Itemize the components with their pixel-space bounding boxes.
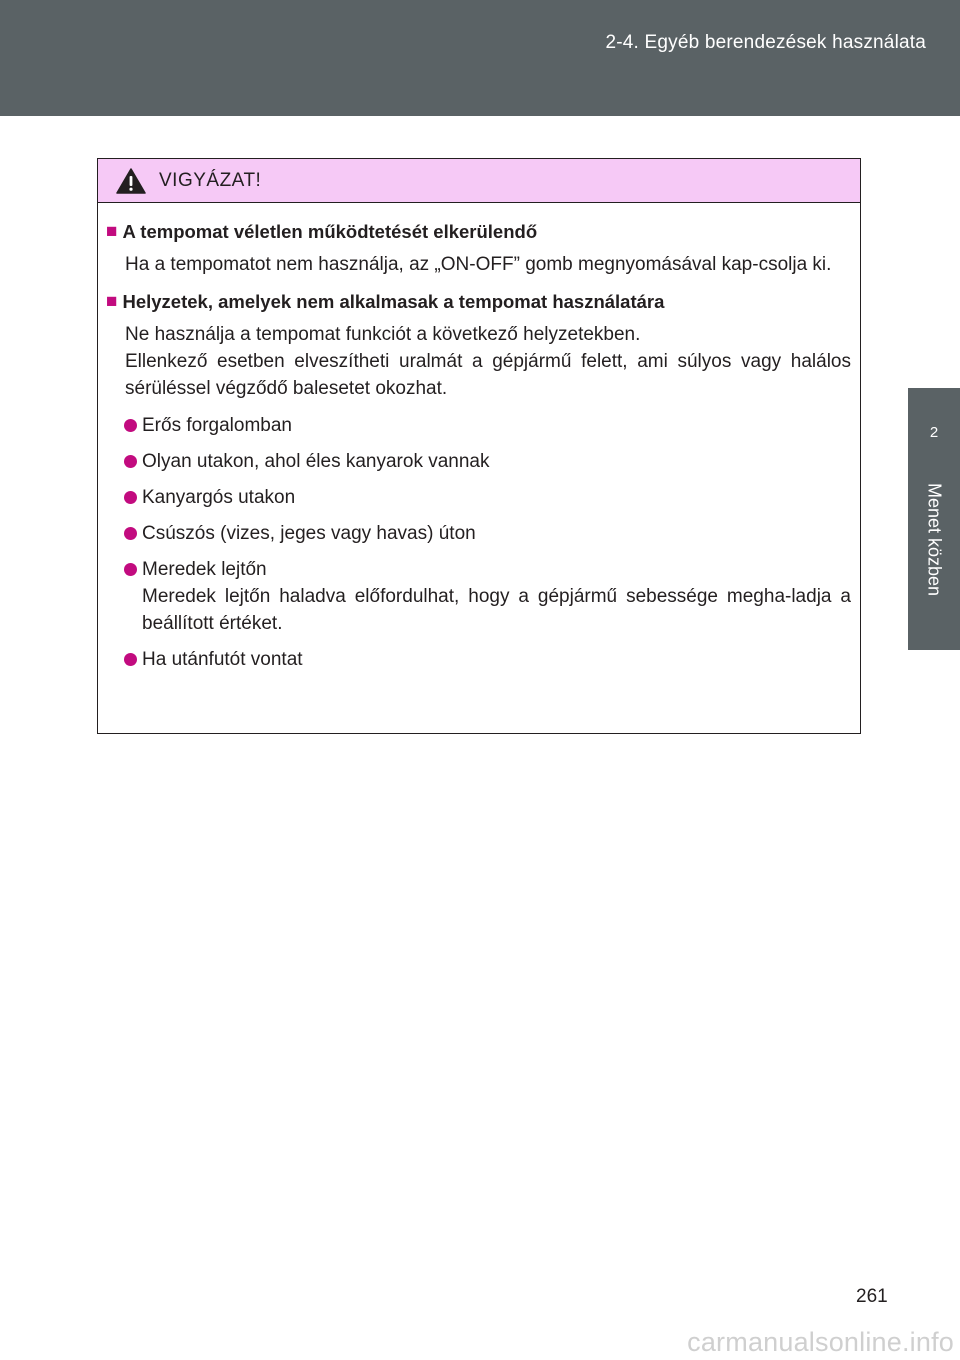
list-item-text: Olyan utakon, ahol éles kanyarok vannak — [142, 451, 490, 472]
warning-triangle-icon — [116, 168, 146, 194]
list-item-text: Kanyargós utakon — [142, 487, 296, 508]
header-bar — [0, 0, 960, 116]
chapter-number: 2 — [929, 424, 939, 441]
list-item-text: Meredek lejtőn — [142, 559, 267, 580]
page-number: 261 — [856, 1286, 888, 1307]
caution-body — [98, 203, 860, 673]
list-item-text: Ha utánfutót vontat — [142, 649, 303, 670]
section-title: 2-4. Egyéb berendezések használata — [605, 32, 926, 53]
section-heading-text: Helyzetek, amelyek nem alkalmasak a tempomat használatára — [122, 291, 665, 312]
list-item — [124, 448, 851, 475]
section-heading — [106, 218, 851, 245]
caution-title: VIGYÁZAT! — [159, 169, 262, 191]
list-item — [124, 520, 851, 547]
section-heading — [106, 288, 851, 315]
list-item-text: Erős forgalomban — [142, 415, 292, 436]
round-bullet-icon — [124, 491, 137, 504]
list-item-text: Csúszós (vizes, jeges vagy havas) úton — [142, 523, 476, 544]
list-item — [124, 412, 851, 439]
caution-box — [97, 158, 861, 734]
list-item — [124, 484, 851, 511]
round-bullet-icon — [124, 563, 137, 576]
chapter-label: Menet közben — [924, 483, 945, 597]
list-item-detail: Meredek lejtőn haladva előfordulhat, hogy a gépjármű sebessége megha-ladja a beállított értéket. — [142, 586, 851, 634]
list-item — [124, 646, 851, 673]
caution-header — [98, 159, 860, 203]
watermark: carmanualsonline.info — [687, 1327, 954, 1357]
chapter-tab — [908, 388, 960, 650]
list-item — [124, 556, 851, 637]
round-bullet-icon — [124, 455, 137, 468]
round-bullet-icon — [124, 527, 137, 540]
paragraph: Ha a tempomatot nem használja, az „ON-OFF” gomb megnyomásával kap-csolja ki. — [125, 254, 832, 275]
section-heading-text: A tempomat véletlen működtetését elkerülendő — [122, 221, 538, 242]
square-bullet-icon: ■ — [106, 221, 118, 242]
round-bullet-icon — [124, 653, 137, 666]
round-bullet-icon — [124, 419, 137, 432]
paragraph: Ne használja a tempomat funkciót a következő helyzetekben. — [125, 324, 641, 345]
square-bullet-icon: ■ — [106, 291, 118, 312]
paragraph: Ellenkező esetben elveszítheti uralmát a gépjármű felett, ami súlyos vagy halálos sérüléssel végződő balesetet okozhat. — [125, 351, 851, 399]
list-item-content — [142, 556, 851, 637]
